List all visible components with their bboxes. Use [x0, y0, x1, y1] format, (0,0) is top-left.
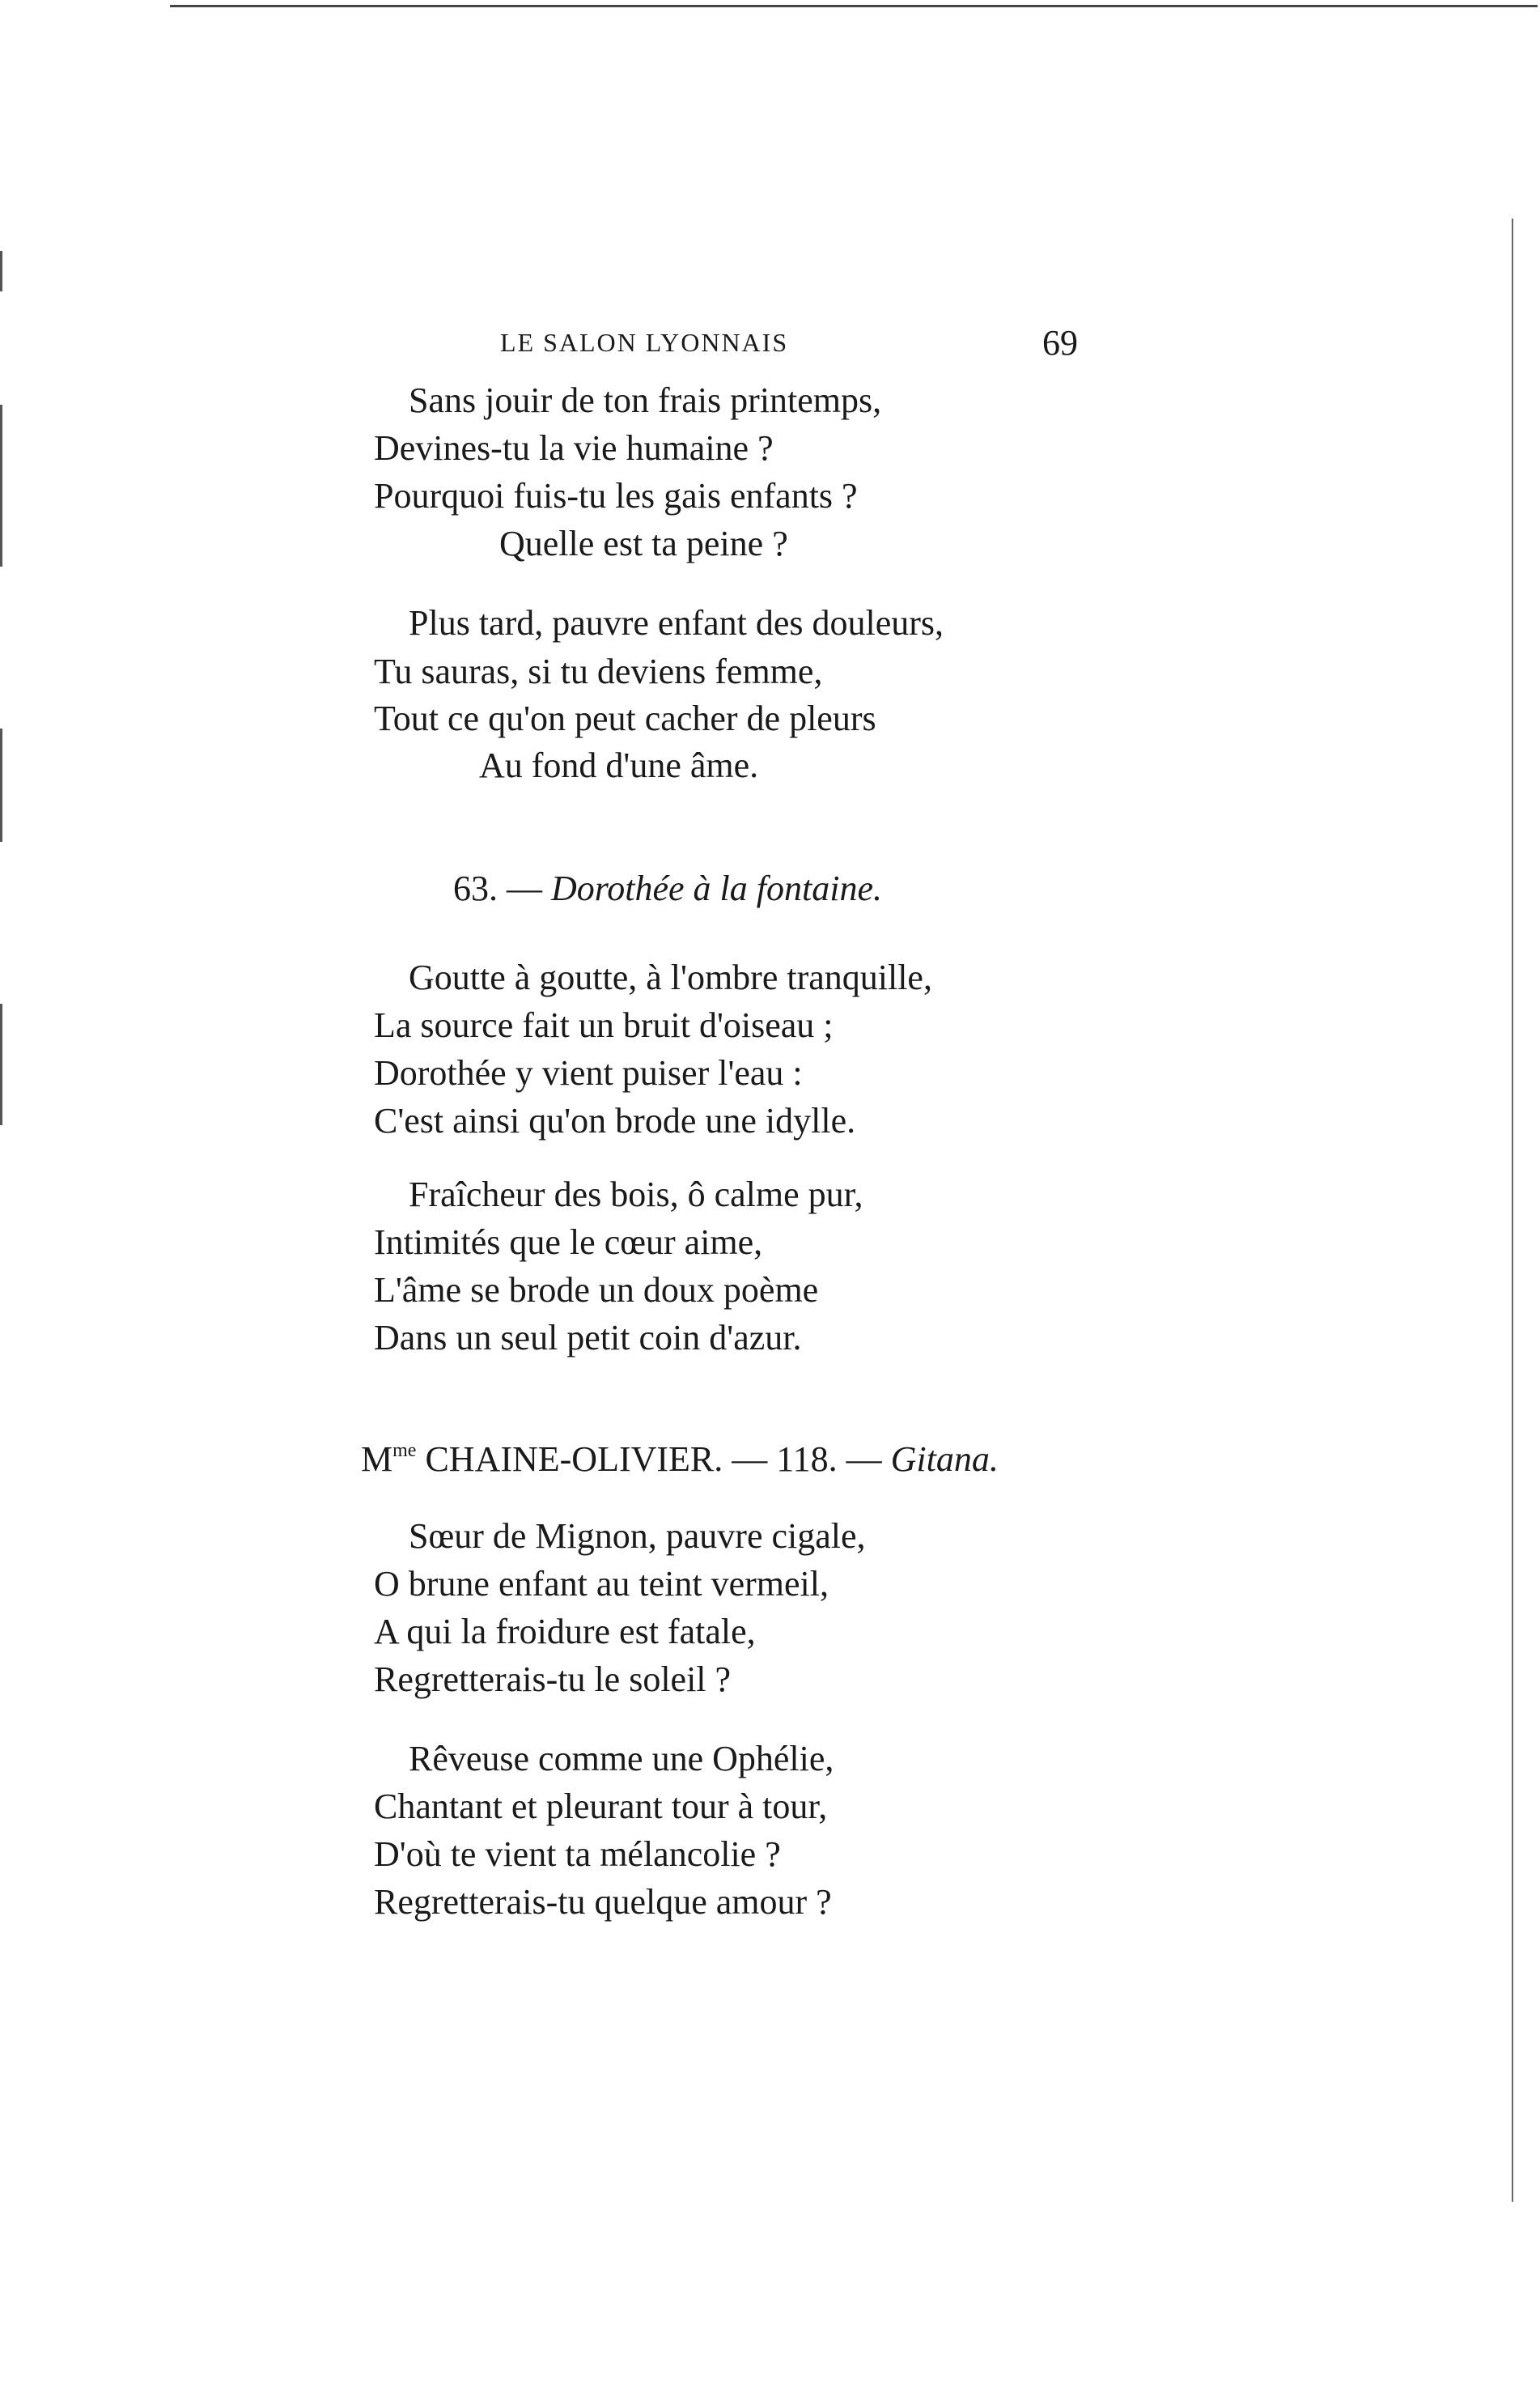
verse-line: D'où te vient ta mélancolie ? — [374, 1834, 781, 1874]
verse-line: L'âme se brode un doux poème — [374, 1270, 819, 1310]
verse-line: Sans jouir de ton frais printemps, — [409, 380, 882, 420]
verse-line: Goutte à goutte, à l'ombre tranquille, — [409, 958, 932, 997]
verse-line: Intimités que le cœur aime, — [374, 1222, 763, 1262]
top-rule — [170, 5, 1538, 7]
artist-prefix-sup: me — [392, 1440, 417, 1461]
margin-mark — [0, 1004, 2, 1125]
verse-line: Sœur de Mignon, pauvre cigale, — [409, 1516, 866, 1556]
artist-prefix: M — [361, 1439, 393, 1479]
heading-dash: — — [732, 1439, 768, 1479]
verse-line: Pourquoi fuis-tu les gais enfants ? — [374, 476, 858, 516]
verse-line: Chantant et pleurant tour à tour, — [374, 1787, 828, 1826]
verse-line: A qui la froidure est fatale, — [374, 1612, 756, 1651]
verse-line: Fraîcheur des bois, ô calme pur, — [409, 1175, 863, 1214]
artist-name: CHAINE-OLIVIER. — [425, 1439, 723, 1479]
verse-line: Dans un seul petit coin d'azur. — [374, 1318, 802, 1357]
entry-number: 118. — [776, 1439, 838, 1479]
verse-line: Tu sauras, si tu deviens femme, — [374, 652, 823, 691]
margin-mark — [1512, 219, 1513, 2202]
margin-mark — [0, 251, 2, 291]
verse-line: La source fait un bruit d'oiseau ; — [374, 1005, 834, 1045]
verse-line: O brune enfant au teint vermeil, — [374, 1564, 829, 1604]
verse-line: Au fond d'une âme. — [479, 746, 759, 785]
verse-line: Regretterais-tu le soleil ? — [374, 1659, 732, 1699]
section-heading — [453, 865, 882, 913]
verse-line: Quelle est ta peine ? — [499, 524, 788, 563]
heading-dash: — — [846, 1439, 882, 1479]
page-number: 69 — [1042, 323, 1078, 363]
verse-line: C'est ainsi qu'on brode une idylle. — [374, 1101, 856, 1141]
margin-mark — [0, 405, 2, 567]
section-number: 63. — [453, 869, 498, 908]
verse-line: Plus tard, pauvre enfant des douleurs, — [409, 603, 944, 643]
entry-title: Gitana. — [890, 1439, 999, 1479]
running-header: LE SALON LYONNAIS — [500, 328, 789, 357]
verse-line: Tout ce qu'on peut cacher de pleurs — [374, 699, 876, 738]
verse-line: Devines-tu la vie humaine ? — [374, 428, 774, 468]
verse-line: Rêveuse comme une Ophélie, — [409, 1739, 834, 1778]
margin-mark — [0, 729, 2, 842]
verse-line: Regretterais-tu quelque amour ? — [374, 1882, 832, 1922]
artist-heading — [361, 1426, 999, 1484]
verse-line: Dorothée y vient puiser l'eau : — [374, 1053, 803, 1093]
heading-dash: — — [507, 869, 542, 908]
section-title: Dorothée à la fontaine. — [551, 869, 882, 908]
